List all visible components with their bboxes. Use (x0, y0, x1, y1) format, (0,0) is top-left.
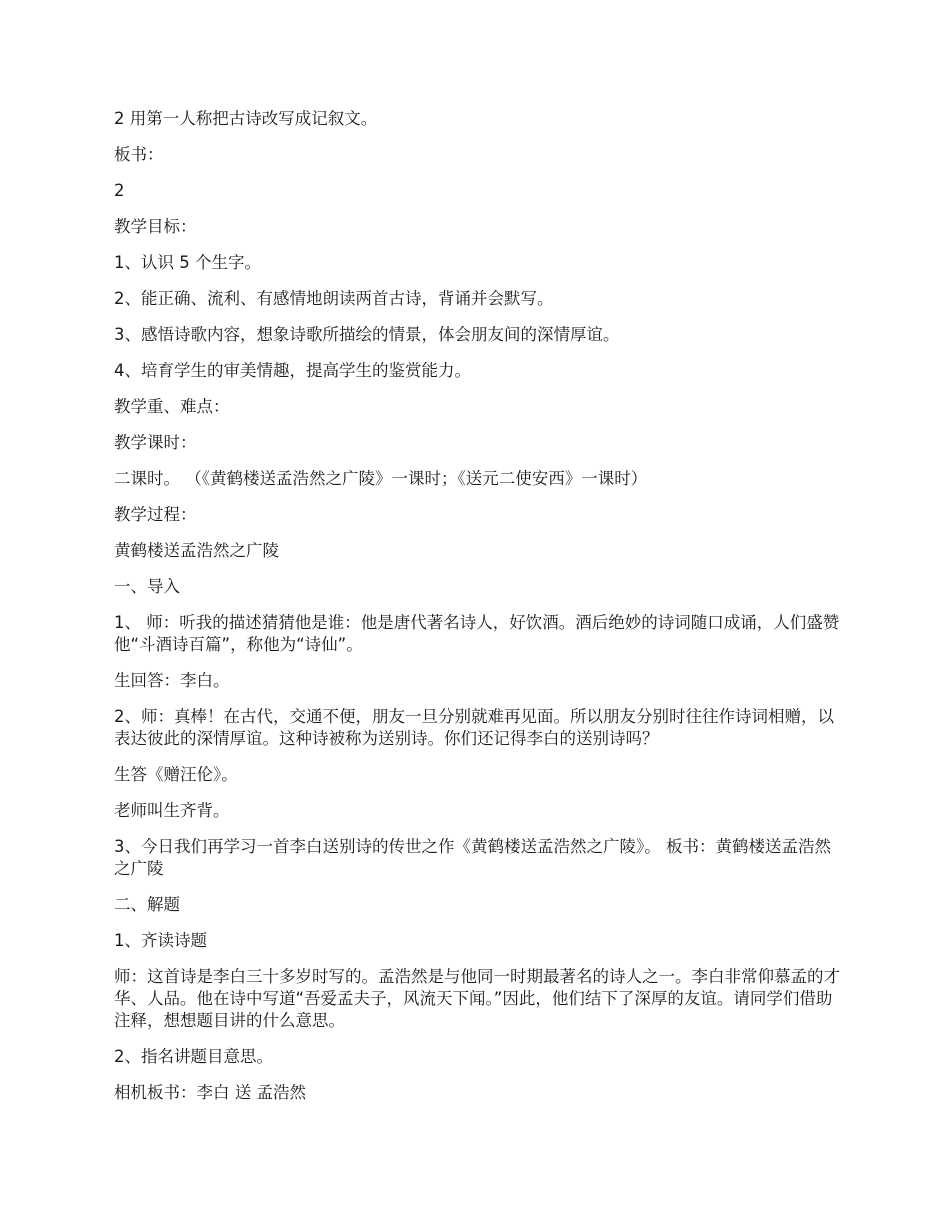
paragraph-objective-3: 3、感悟诗歌内容，想象诗歌所描绘的情景，体会朋友间的深情厚谊。 (114, 325, 620, 344)
paragraph-student-answer: 生回答：李白。 (114, 671, 230, 690)
document-body (114, 108, 840, 1118)
paragraph-periods: 二课时。 （《黄鹤楼送孟浩然之广陵》一课时；《送元二使安西》一课时） (114, 469, 648, 488)
paragraph-process-heading: 教学过程： (114, 505, 197, 524)
paragraph-task: 2 用第一人称把古诗改写成记叙文。 (114, 109, 378, 128)
paragraph-periods-heading: 教学课时： (114, 433, 197, 452)
paragraph-poem-title: 黄鹤楼送孟浩然之广陵 (114, 541, 279, 560)
paragraph-objective-2: 2、能正确、流利、有感情地朗读两首古诗，背诵并会默写。 (114, 289, 554, 308)
paragraph-board-label: 板书： (114, 145, 164, 164)
paragraph-intro-3: 3、今日我们再学习一首李白送别诗的传世之作《黄鹤楼送孟浩然之广陵》。 板书：黄鹤楼送孟浩然之广陵 (114, 837, 831, 878)
paragraph-objectives-heading: 教学目标： (114, 217, 197, 236)
paragraph-student-answer-2: 生答《赠汪伦》。 (114, 765, 238, 784)
paragraph-objective-1: 1、认识 5 个生字。 (114, 253, 261, 272)
paragraph-read-title: 1、齐读诗题 (114, 931, 207, 950)
paragraph-recite: 老师叫生齐背。 (114, 801, 230, 820)
paragraph-intro-1: 1、 师：听我的描述猜猜他是谁：他是唐代著名诗人，好饮酒。酒后绝妙的诗词随口成诵，人们盛赞他“斗酒诗百篇”，称他为“诗仙”。 (114, 613, 840, 654)
paragraph-board-notes: 相机板书：李白 送 孟浩然 (114, 1083, 306, 1102)
paragraph-explain-title: 2、指名讲题目意思。 (114, 1047, 273, 1066)
paragraph-objective-4: 4、培育学生的审美情趣，提高学生的鉴赏能力。 (114, 361, 471, 380)
paragraph-lesson-number: 2 (114, 181, 125, 200)
paragraph-section-title-explain: 二、解题 (114, 895, 180, 914)
paragraph-key-points-heading: 教学重、难点： (114, 397, 230, 416)
paragraph-section-intro: 一、导入 (114, 577, 180, 596)
paragraph-intro-2: 2、师：真棒！在古代，交通不便，朋友一旦分别就难再见面。所以朋友分别时往往作诗词相赠，以表达彼此的深情厚谊。这种诗被称为送别诗。你们还记得李白的送别诗吗？ (114, 707, 834, 748)
paragraph-teacher-explain: 师：这首诗是李白三十多岁时写的。孟浩然是与他同一时期最著名的诗人之一。李白非常仰慕孟的才华、人品。他在诗中写道“吾爱孟夫子，风流天下闻。”因此，他们结下了深厚的友谊。请同学们借助注释，想想题目讲的什么意思。 (114, 967, 840, 1030)
